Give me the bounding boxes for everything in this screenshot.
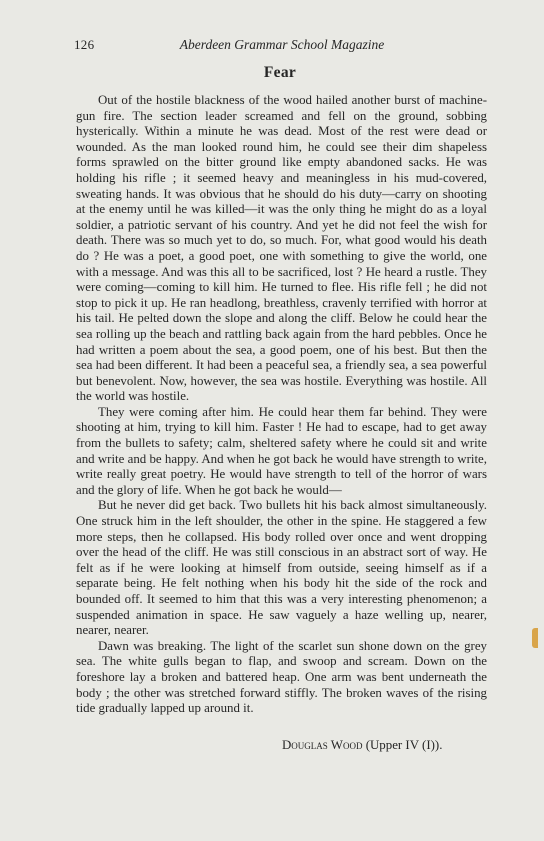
byline: [282, 738, 442, 753]
author-name: Douglas Wood: [282, 738, 363, 752]
paragraph-1: Out of the hostile blackness of the wood hailed another burst of machine-gun fire. The section leader screamed and fell on the ground, sobbing hysterically. Within a minute he was dead. Most of the rest were dead or wounded. As the man looked round him, he could see their dim shapeless forms sprawled on the bitter ground like empty abandoned sacks. He was holding his rifle ; it seemed heavy and meaningless in his mud-covered, sweating hands. It was obvious that he should do his duty—carry on shooting at the enemy until he was killed—it was the only thing he might do as a loyal soldier, a patriotic servant of his country. And yet he did not feel the wish for death. There was so much yet to do, so much. For, what good would his death do ? He was a poet, a good poet, one with something to give the world, one with a message. And was this all to be sacrificed, lost ? He heard a rustle. They were coming—coming to kill him. He turned to flee. His rifle fell ; he did not stop to pick it up. He ran headlong, breathless, cravenly terrified with horror at his tail. He pelted down the slope and along the cliff. Below he could hear the sea rolling up the beach and rattling back again from the hard pebbles. Once he had written a poem about the sea, a good poem, one of his best. But then the sea had been different. It had been a peaceful sea, a friendly sea, a sea powerful but benevolent. Now, however, the sea was hostile. Everything was hostile. All the world was hostile.: [76, 93, 487, 404]
page-number: 126: [74, 37, 95, 52]
article-title: Fear: [263, 64, 297, 81]
page-edge-mark: [532, 628, 538, 648]
paragraph-3: But he never did get back. Two bullets hit his back almost simultaneously. One struck him in the left shoulder, the other in the spine. He staggered a few more steps, then he collapsed. His body rolled over once and went dropping over the head of the cliff. He was still conscious in an abstract sort of way. He felt as if he were looking at himself from outside, seeing himself as if a separate being. He felt nothing when his body hit the side of the rock and bounded off. It seemed to him that this was a very interesting phenomenon; a suspended animation in space. He saw vaguely a haze welling up, nearer, nearer, nearer.: [76, 498, 487, 638]
paragraph-2: They were coming after him. He could hear them far behind. They were shooting at him, trying to kill him. Faster ! He had to escape, had to get away from the bullets to safety; calm, sheltered safety where he could sit and write and write and be happy. And when he got back he would have strength to write, write really great poetry. He would have strength to tell of the horror of wars and the glory of life. When he got back he would—: [76, 404, 487, 497]
article-body: [76, 93, 487, 717]
paragraph-4: Dawn was breaking. The light of the scarlet sun shone down on the grey sea. The white gulls began to flap, and swoop and scream. Down on the foreshore lay a broken and battered heap. One arm was bent underneath the body ; the other was stretched forward stiffly. The broken waves of the rising tide gradually lapped up around it.: [76, 638, 487, 716]
running-title: Aberdeen Grammar School Magazine: [179, 37, 385, 52]
author-form: (Upper IV (I)).: [365, 738, 443, 752]
